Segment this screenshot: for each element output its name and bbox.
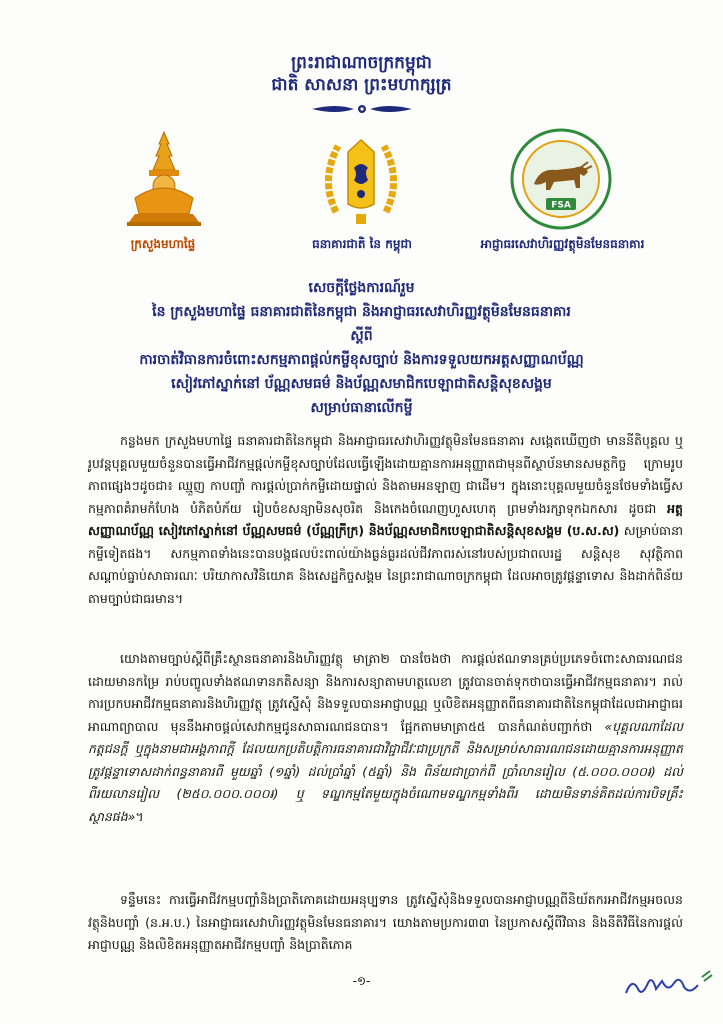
signature-initials-icon	[618, 963, 718, 1003]
title-subject-line-2: សៀវភៅស្នាក់នៅ ប័ណ្ណសមធម៌ និងប័ណ្ណសមាជិកបេឡាជាតិសន្តិសុខសង្គម	[171, 376, 552, 392]
title-subject-line-3: សម្រាប់ធានាលើកម្ចី	[310, 400, 413, 416]
fsa-bull-emblem-icon	[510, 128, 612, 230]
fsa-badge-text: FSA	[551, 200, 571, 211]
page-number: -១-	[352, 974, 371, 988]
paragraph-1-emphasis: អត្តសញ្ញាណប័ណ្ណ សៀវភៅស្នាក់នៅ ប័ណ្ណសមធម៌ (ប័ណ្ណក្រីក្រ) និងប័ណ្ណសមាជិកបេឡាជាតិសន្តិសុខសង្គម (ប.ស.ស)	[88, 500, 683, 538]
paragraph-2	[88, 648, 683, 828]
national-bank-emblem-icon	[318, 130, 404, 226]
title-issuers: នៃ ក្រសួងមហាផ្ទៃ ធនាគារជាតិនៃកម្ពុជា និងអាជ្ញាធរសេវាហិរញ្ញវត្ថុមិនមែនធនាគារ	[152, 304, 571, 320]
paragraph-3	[88, 889, 683, 957]
paragraph-1-text-a: កន្លងមក ក្រសួងមហាផ្ទៃ ធនាគារជាតិនៃកម្ពុជា និងអាជ្ញាធរសេវាហិរញ្ញវត្ថុមិនមែនធនាគារ សង្កេតឃើញថា មាននីតិបុគ្គល ឬរូបវន្តបុគ្គលមួយចំនួនបានធ្វើអាជីវកម្មផ្ដល់កម្ចីខុសច្បាប់ដែលធ្វើឡើងដោយគ្មានការអនុញ្ញាតជាមុនពីស្ថាប័នមានសមត្ថកិច្ច ក្រោមរូបភាពផ្សេងៗដូចជា៖ ឈ្មួញ កាបញ្ចាំ ការផ្ដល់ប្រាក់កម្ចីដោយផ្ទាល់ និងតាមអនឡាញ ជាដើម។ ក្នុងនោះបុគ្គលមួយចំនួនថែមទាំងធ្វើសកម្មភាពគំរាមកំហែង បំភិតបំភ័យ រៀបចំខសន្យាមិនសុចរិត និងកេងចំណេញហួសហេតុ ព្រមទាំងរក្សាទុកឯកសារ ដូចជា	[88, 433, 683, 516]
title-on: ស្ដីពី	[350, 328, 373, 344]
ministry-interior-emblem-icon	[125, 130, 203, 226]
paragraph-2-quote: «បុគ្គលណាដែលកត្តជនក្ដី ឬក្នុងនាមជាអង្គភាពក្ដី ដែលយកប្រតិបត្តិការធនាគារជាវិជ្ជាជីវៈជាប្រក្រតី និងសម្រាប់សាធារណជនដោយគ្មានការអនុញ្ញាត ត្រូវផ្ដន្ទាទោសដាក់ពន្ធនាគារពី មួយឆ្នាំ (១ឆ្នាំ) ដល់ប្រាំឆ្នាំ (៥ឆ្នាំ) និង ពិន័យជាប្រាក់ពី ប្រាំលានរៀល (៥.០០០.០០០៛) ដល់ពីរយលានរៀល (២៥០.០០០.០០០៛) ឬ ទណ្ឌកម្មតែមួយក្នុងចំណោមទណ្ឌកម្មទាំងពីរ ដោយមិនទាន់គិតដល់ការបិទគ្រឹះស្ថានផង»	[88, 718, 683, 824]
title-joint-statement: សេចក្ដីថ្លែងការណ៍រួម	[308, 280, 415, 296]
fsa-label: អាជ្ញាធរសេវាហិរញ្ញវត្ថុមិនមែនធនាគារ	[480, 237, 645, 251]
ornament-divider-icon	[310, 100, 414, 118]
paragraph-1	[88, 430, 683, 610]
ministry-interior-label: ក្រសួងមហាផ្ទៃ	[130, 237, 196, 251]
motto-heading: ជាតិ សាសនា ព្រះមហាក្សត្រ	[271, 75, 452, 95]
paragraph-2-text-a: យោងតាមច្បាប់ស្ដីពីគ្រឹះស្ថានធនាគារនិងហិរញ្ញវត្ថុ មាត្រា២ បានចែងថា ការផ្ដល់ឥណទានគ្រប់ប្រភេទចំពោះសាធារណជន ដោយមានកម្រៃ រាប់បញ្ចូលទាំងឥណទានភតិសន្យា និងការសន្យាតាមហត្ថលេខា ត្រូវបានចាត់ទុកថាបានធ្វើអាជីវកម្មធនាគារ។ រាល់ការប្រកបអាជីវកម្មធនាគារនិងហិរញ្ញវត្ថុ ត្រូវស្នើសុំ និងទទួលបានអាជ្ញាបណ្ណ ឬលិខិតអនុញ្ញាតពីធនាគារជាតិនៃកម្ពុជាដែលជាអាជ្ញាធរអាណាព្យាបាល មុននឹងអាចផ្ដល់សេវាកម្មជូនសាធារណជនបាន។ ផ្អែកតាមមាត្រា៥៥ បានកំណត់បញ្ជាក់ថា	[88, 651, 683, 734]
paragraph-1-text-c: សម្រាប់ធានាកម្ចីទៀតផង។ សកម្មភាពទាំងនេះបានបង្កផលប៉ះពាល់យ៉ាងធ្ងន់ធ្ងរដល់ជីវភាពរស់នៅរបស់ប្រជាពលរដ្ឋ សន្តិសុខ សុវត្ថិភាព សណ្ដាប់ធ្នាប់សាធារណៈ បរិយាកាសវិនិយោគ និងសេដ្ឋកិច្ចសង្គម នៃព្រះរាជាណាចក្រកម្ពុជា ដែលអាចត្រូវផ្ដន្ទាទោស និងដាក់ពិន័យតាមច្បាប់ជាធរមាន។	[88, 523, 683, 606]
kingdom-heading: ព្រះរាជាណាចក្រកម្ពុជា	[291, 53, 432, 73]
national-bank-label: ធនាគារជាតិ នៃ កម្ពុជា	[312, 237, 412, 251]
paragraph-2-text-c: ។	[135, 808, 144, 824]
title-subject-line-1: ការចាត់វិធានការចំពោះសកម្មភាពផ្ដល់កម្ចីខុសច្បាប់ និងការទទួលយកអត្តសញ្ញាណប័ណ្ណ	[139, 352, 584, 368]
paragraph-3-text-a: ទន្ទឹមនេះ ការធ្វើអាជីវកម្មបញ្ចាំនិងប្រាតិភោគដោយអនុប្បទាន ត្រូវស្នើសុំនិងទទួលបានអាជ្ញាបណ្ណពីនិយ័តករអាជីវកម្មអចលនវត្ថុនិងបញ្ចាំ (ន.អ.ប.) នៃអាជ្ញាធរសេវាហិរញ្ញវត្ថុមិនមែនធនាគារ។ យោងតាមប្រការ៣៣ នៃប្រកាសស្ដីពីវិធាន និងនីតិវិធីនៃការផ្ដល់អាជ្ញាបណ្ណ និងលិខិតអនុញ្ញាតអាជីវកម្មបញ្ចាំ និងប្រាតិភោគ	[88, 892, 683, 952]
